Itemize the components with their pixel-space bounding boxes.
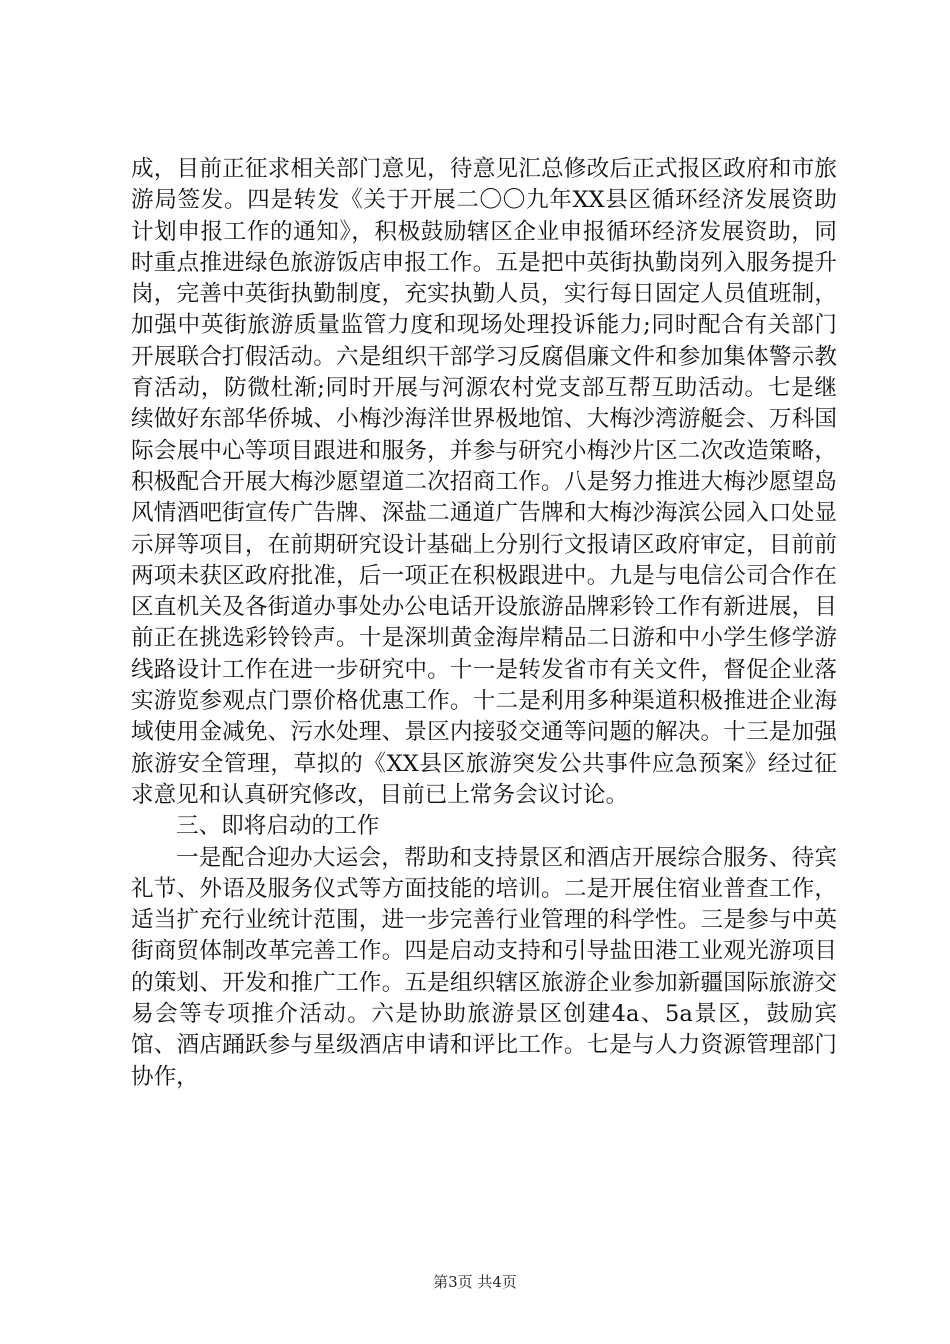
paragraph-upcoming-work-items: 一是配合迎办大运会，帮助和支持景区和酒店开展综合服务、待宾礼节、外语及服务仪式等方面技能的培训。二是开展住宿业普查工作，适当扩充行业统计范围，进一步完善行业管理的科学性。三是参与中英街商贸体制改革完善工作。四是启动支持和引导盐田港工业观光游项目的策划、开发和推广工作。五是组织辖区旅游企业参加新疆国际旅游交易会等专项推介活动。六是协助旅游景区创建4a、5a景区，鼓励宾馆、酒店踊跃参与星级酒店申请和评比工作。七是与人力资源管理部门协作， bbox=[131, 844, 837, 1090]
document-body bbox=[131, 154, 837, 1093]
paragraph-continued-work-items: 成，目前正征求相关部门意见，待意见汇总修改后正式报区政府和市旅游局签发。四是转发《关于开展二〇〇九年XX县区循环经济发展资助计划申报工作的通知》，积极鼓励辖区企业申报循环经济发展资助，同时重点推进绿色旅游饭店申报工作。五是把中英街执勤岗列入服务提升岗，完善中英街执勤制度，充实执勤人员，实行每日固定人员值班制，加强中英街旅游质量监管力度和现场处理投诉能力;同时配合有关部门开展联合打假活动。六是组织干部学习反腐倡廉文件和参加集体警示教育活动，防微杜渐;同时开展与河源农村党支部互帮互助活动。七是继续做好东部华侨城、小梅沙海洋世界极地馆、大梅沙湾游艇会、万科国际会展中心等项目跟进和服务，并参与研究小梅沙片区二次改造策略，积极配合开展大梅沙愿望道二次招商工作。八是努力推进大梅沙愿望岛风情酒吧街宣传广告牌、深盐二通道广告牌和大梅沙海滨公园入口处显示屏等项目，在前期研究设计基础上分别行文报请区政府审定，目前前两项未获区政府批准，后一项正在积极跟进中。九是与电信公司合作在区直机关及各街道办事处办公电话开设旅游品牌彩铃工作有新进展，目前正在挑选彩铃铃声。十是深圳黄金海岸精品二日游和中小学生修学游线路设计工作在进一步研究中。十一是转发省市有关文件，督促企业落实游览参观点门票价格优惠工作。十二是利用多种渠道积极推进企业海域使用金减免、污水处理、景区内接驳交通等问题的解决。十三是加强旅游安全管理，草拟的《XX县区旅游突发公共事件应急预案》经过征求意见和认真研究修改，目前已上常务会议讨论。 bbox=[131, 156, 837, 808]
page-number-footer: 第3页 共4页 bbox=[433, 1273, 517, 1291]
section-heading-upcoming-work: 三、即将启动的工作 bbox=[176, 813, 380, 840]
